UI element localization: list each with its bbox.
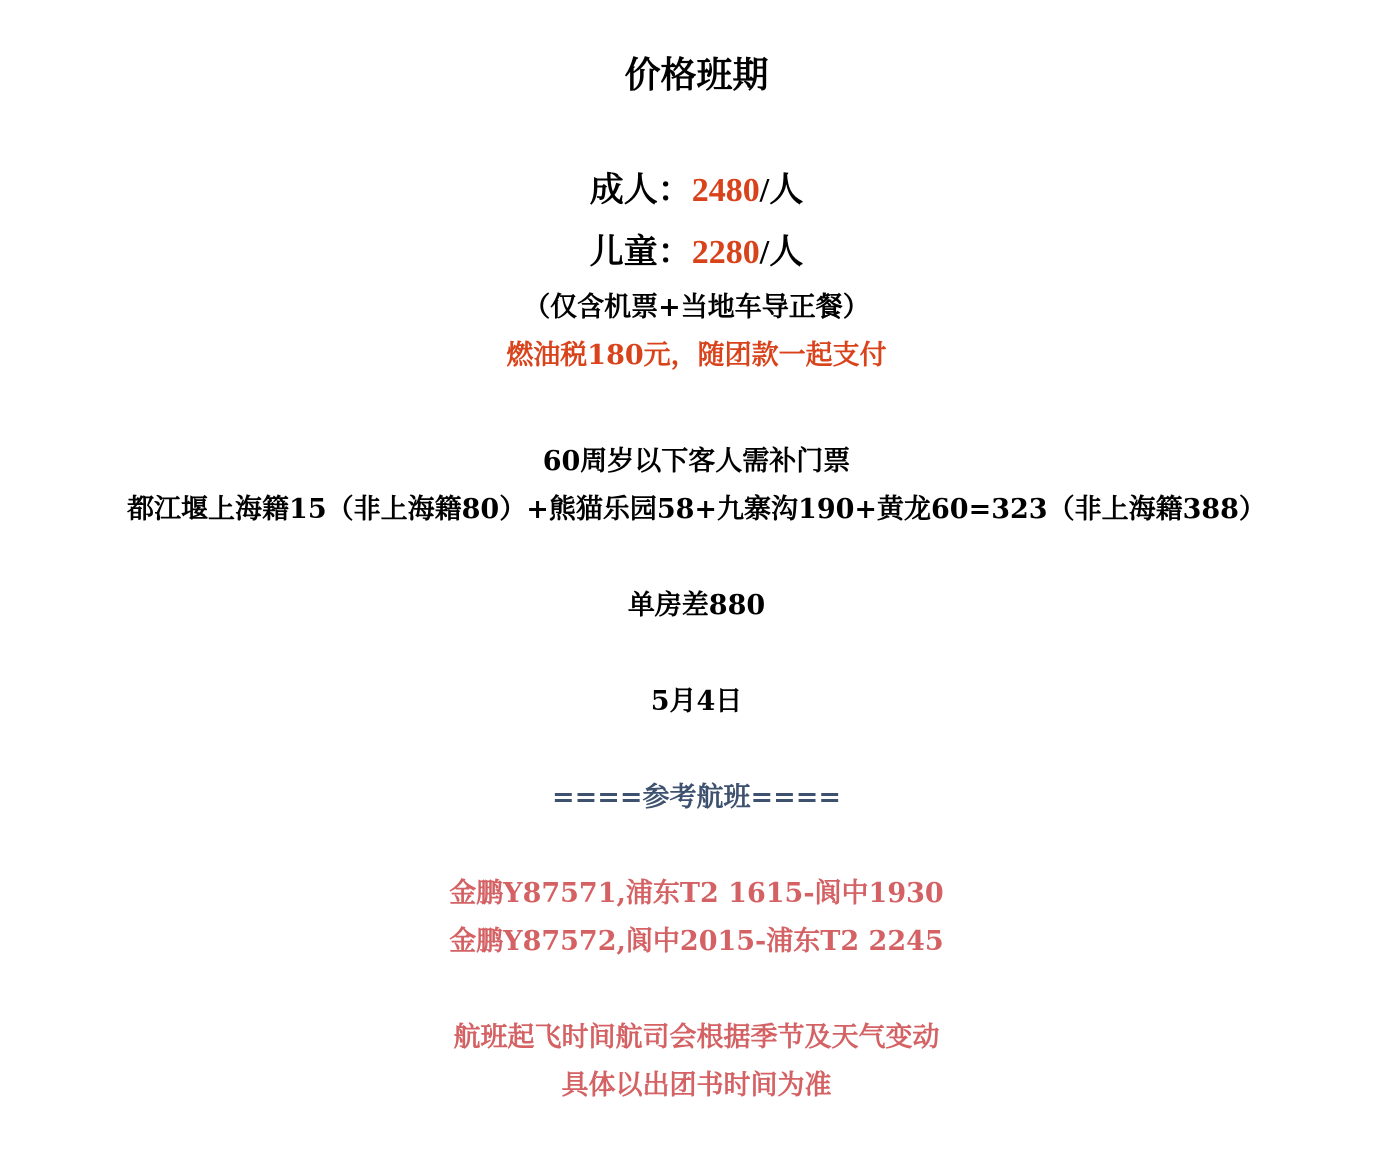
ticket-requirement-heading: 60周岁以下客人需补门票 <box>542 446 851 477</box>
adult-price-value: 2480 <box>691 172 760 209</box>
departure-date: 5月4日 <box>650 686 743 717</box>
reference-flights-heading: ====参考航班==== <box>552 782 841 813</box>
includes-note: （仅含机票+当地车导正餐） <box>523 292 870 323</box>
fuel-tax-note: 燃油税180元，随团款一起支付 <box>506 340 887 371</box>
page-title: 价格班期 <box>624 54 769 96</box>
adult-price-unit: /人 <box>759 172 804 209</box>
flight-outbound: 金鹏Y87571,浦东T2 1615-阆中1930 <box>449 878 944 909</box>
adult-price <box>0 170 1393 212</box>
itinerary-reference-note: 具体以出团书时间为准 <box>561 1070 832 1101</box>
child-price-label: 儿童： <box>589 232 692 272</box>
child-price-unit: /人 <box>759 234 804 271</box>
ticket-price-detail: 都江堰上海籍15（非上海籍80）+熊猫乐园58+九寨沟190+黄龙60=323（非上海籍388） <box>127 494 1266 525</box>
child-price <box>0 232 1393 274</box>
adult-price-label: 成人： <box>589 170 692 210</box>
flight-time-disclaimer: 航班起飞时间航司会根据季节及天气变动 <box>453 1022 940 1053</box>
single-room-supplement: 单房差880 <box>627 590 766 621</box>
flight-return: 金鹏Y87572,阆中2015-浦东T2 2245 <box>449 926 944 957</box>
child-price-value: 2280 <box>691 234 760 271</box>
